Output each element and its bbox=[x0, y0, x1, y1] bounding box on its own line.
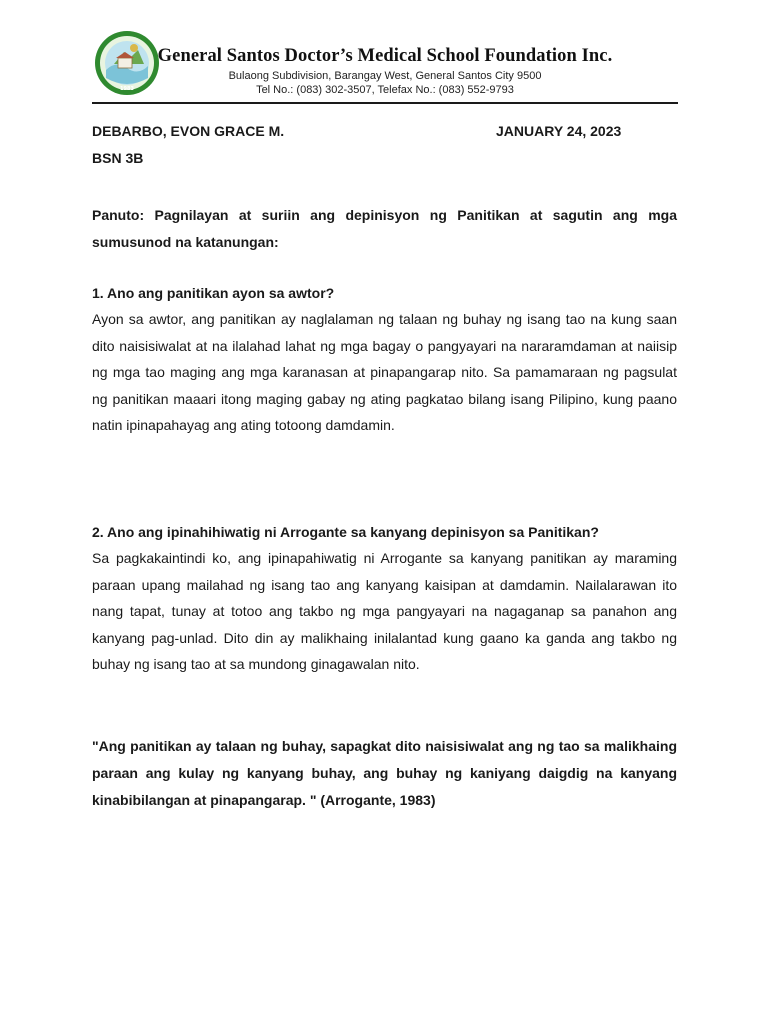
document-date: JANUARY 24, 2023 bbox=[496, 123, 622, 139]
school-contact: Tel No.: (083) 302-3507, Telefax No.: (083) 552-9793 bbox=[256, 84, 514, 96]
question-1-title: 1. Ano ang panitikan ayon sa awtor? bbox=[92, 285, 335, 301]
svg-text:1983: 1983 bbox=[120, 86, 134, 92]
student-name: DEBARBO, EVON GRACE M. bbox=[92, 123, 285, 139]
letterhead bbox=[92, 28, 678, 104]
school-address: Bulaong Subdivision, Barangay West, General Santos City 9500 bbox=[228, 70, 542, 82]
question-2-answer: Sa pagkakaintindi ko, ang ipinapahiwatig ni Arrogante sa kanyang panitikan ay maraming paraan upang mailahad ng isang tao ang kanyang kaisipan at damdamin. Nailalarawan ito nang tapat, tunay at totoo ang takbo ng mga pangyayari na nagaganap sa panahon ang kanyang pag-unlad. Dito din ay malikhaing inilalantad kung gaano ka ganda ang takbo ng buhay ng isang tao at sa mundong ginagawalan nito. bbox=[92, 550, 677, 673]
question-2-title: 2. Ano ang ipinahihiwatig ni Arrogante sa kanyang depinisyon sa Panitikan? bbox=[92, 524, 599, 540]
school-name: General Santos Doctor’s Medical School Foundation Inc. bbox=[157, 46, 613, 66]
arrogante-quote: "Ang panitikan ay talaan ng buhay, sapagkat dito naisisiwalat ang ng tao sa malikhaing paraan ang kulay ng kanyang buhay, ang buhay ng kaniyang daigdig na kanyang kinabibilangan at pinapangarap. " (Arrogante, 1983) bbox=[92, 738, 677, 808]
question-1-answer: Ayon sa awtor, ang panitikan ay naglalaman ng talaan ng buhay ng isang tao na kung saan dito naisisiwalat at na ilalahad lahat ng mga bagay o pangyayari na nararamdaman at naiisip ng mga tao maging ang mga karanasan at pinapangarap nito. Sa pamamaraan ng pagsulat ng panitikan maaari itong maging gabay ng ating pagkatao bilang isang Pilipino, kung paano natin ipinapahayag ang ating totoong damdamin. bbox=[92, 311, 677, 434]
instructions: Panuto: Pagnilayan at suriin ang depinisyon ng Panitikan at sagutin ang mga sumusunod na katanungan: bbox=[92, 207, 677, 250]
student-section: BSN 3B bbox=[92, 150, 144, 166]
header-divider bbox=[92, 102, 678, 104]
